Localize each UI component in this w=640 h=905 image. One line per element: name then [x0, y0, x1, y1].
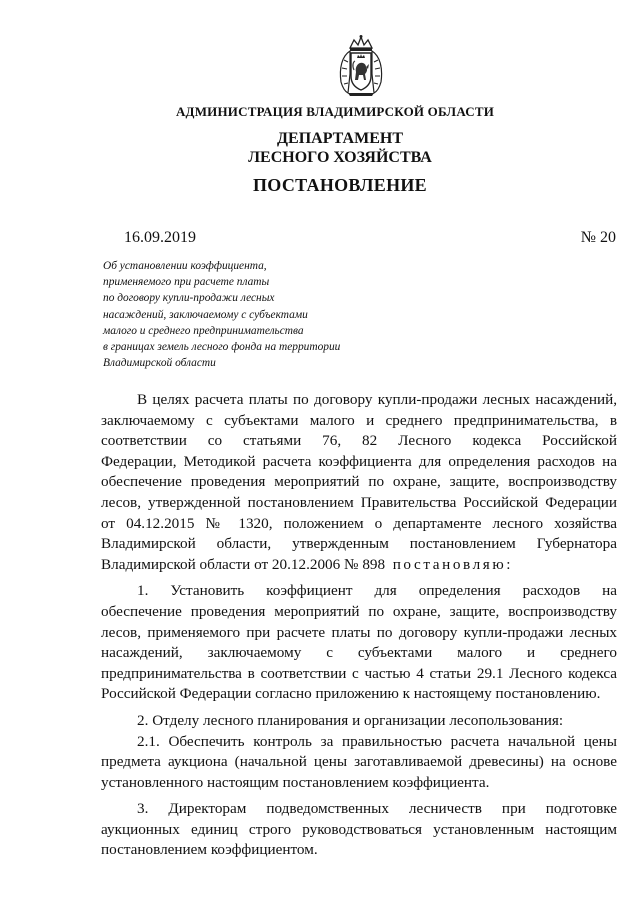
document-number: № 20: [580, 229, 616, 246]
subject-line: применяемого при расчете платы: [103, 276, 270, 289]
preamble-line: от 04.12.2015 № 1320, положением о департаменте лесного хозяйства: [101, 514, 617, 532]
department-title-line2: ЛЕСНОГО ХОЗЯЙСТВА: [248, 149, 432, 166]
item-1-last-line: Российской Федерации согласно приложению к настоящему постановлению.: [101, 685, 601, 703]
item-3-line: 3. Директорам подведомственных лесничеств при подготовке: [137, 800, 617, 818]
preamble-line: соответствии со статьями 76, 82 Лесного кодекса Российской: [101, 432, 617, 450]
document-date: 16.09.2019: [124, 229, 196, 246]
resolve-word: постановляю:: [392, 555, 514, 573]
preamble-paragraph: [101, 390, 617, 575]
item-2-1-last-line: установленного настоящим постановлением коэффициента.: [101, 773, 490, 791]
item-3-line: аукционных единиц строго руководствоваться установленным настоящим: [101, 820, 617, 838]
preamble-line: Федерации, Методикой расчета коэффициента для определения расходов на: [101, 452, 617, 470]
subject-line: Об установлении коэффициента,: [103, 260, 267, 272]
item-2-paragraph: [101, 711, 617, 732]
preamble-line: лесов, утвержденной постановлением Правительства Российской Федерации: [101, 493, 617, 511]
subject-line: в границах земель лесного фонда на территории: [103, 341, 341, 354]
preamble-line: обеспечение проведения мероприятий по охране, защите, воспроизводству: [101, 473, 617, 491]
item-1-line: обеспечение проведения мероприятий по охране, защите, воспроизводству: [101, 602, 617, 620]
preamble-line: В целях расчета платы по договору купли-продажи лесных насаждений,: [137, 391, 617, 408]
preamble-last-line: [101, 555, 617, 576]
administration-title: АДМИНИСТРАЦИЯ ВЛАДИМИРСКОЙ ОБЛАСТИ: [175, 104, 495, 119]
item-2-1-line: 2.1. Обеспечить контроль за правильностью расчета начальной цены: [137, 732, 617, 750]
item-1-line: предпринимательства в соответствии с частью 4 статьи 29.1 Лесного кодекса: [101, 664, 617, 682]
vladimir-coat-of-arms-icon: [336, 34, 386, 98]
item-3-last-line: постановлением коэффициентом.: [101, 841, 318, 859]
item-2-line: 2. Отделу лесного планирования и организации лесопользования:: [137, 711, 564, 729]
item-1-line: 1. Установить коэффициент для определения расходов на: [137, 582, 617, 600]
item-1-paragraph: [101, 581, 617, 705]
preamble-line: Владимирской области, утвержденным постановлением Губернатора: [101, 535, 617, 553]
document-type-title: ПОСТАНОВЛЕНИЕ: [253, 175, 427, 195]
preamble-line: заключаемому с субъектами малого и среднего предпринимательства, в: [101, 411, 617, 429]
department-title-line1: ДЕПАРТАМЕНТ: [277, 130, 403, 147]
preamble-last-text: Владимирской области от 20.12.2006 № 898: [101, 555, 386, 573]
item-2-1-line: предмета аукциона (начальной цены заготавливаемой древесины) на основе: [101, 753, 617, 771]
subject-line: по договору купли-продажи лесных: [103, 292, 275, 305]
document-body: [101, 390, 617, 861]
subject-line: насаждений, заключаемому с субъектами: [103, 308, 308, 321]
document-subject: [103, 258, 403, 371]
subject-line: Владимирской области: [103, 357, 216, 370]
item-2-1-paragraph: [101, 732, 617, 794]
item-1-line: насаждений, заключаемому с субъектами малого и среднего: [101, 644, 617, 662]
item-1-line: лесов, применяемого при расчете платы по договору купли-продажи лесных: [101, 623, 617, 641]
item-3-paragraph: [101, 799, 617, 861]
subject-line: малого и среднего предпринимательства: [103, 324, 304, 337]
